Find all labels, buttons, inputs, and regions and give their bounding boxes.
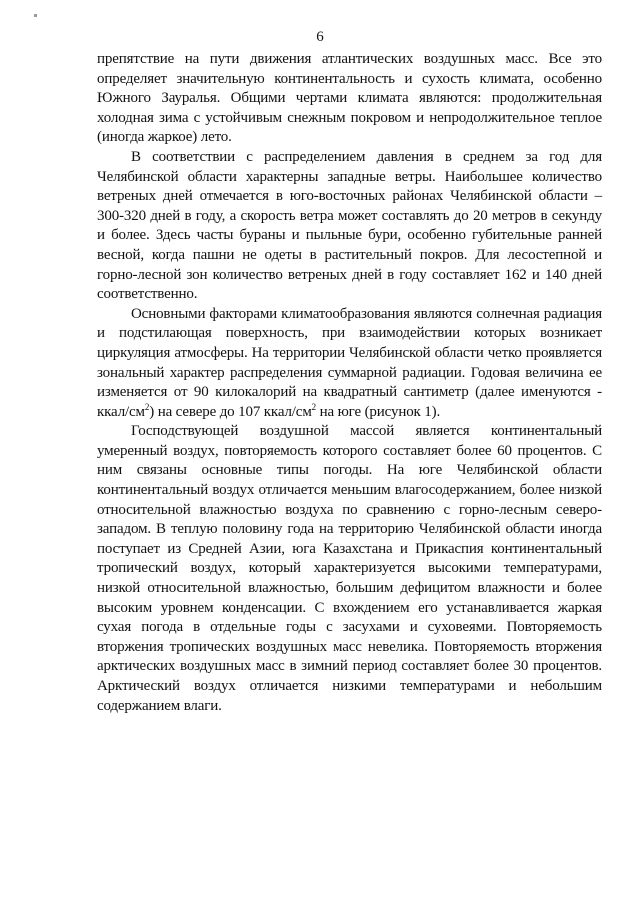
- body-text: [97, 50, 602, 716]
- page-number: 6: [316, 29, 324, 45]
- paragraph-4: Господствующей воздушной массой является континентальный умеренный воздух, повторяемость которого составляет более 60 процентов. С ним связаны основные типы погоды. На юге Челябинской области континентальный воздух отличается меньшим влагосодержанием, более низкой относительной влажностью воздуха по сравнению с горно-лесным северо-западом. В теплую половину года на территорию Челябинской области иногда поступает из Средней Азии, юга Казахстана и Прикаспия континентальный тропический воздух, который характеризуется высокими температурами, низкой относительной влажностью, большим дефицитом влажности и более высоким уровнем конденсации. С вхождением его устанавливается жаркая сухая погода в отдельные годы с засухами и суховеями. Повторяемость вторжения тропических воздушных масс невелика. Повторяемость вторжения арктических воздушных масс в зимний период составляет более 30 процентов. Арктический воздух отличается низкими температурами и небольшим содержанием влаги.: [97, 423, 602, 714]
- paragraph-2: В соответствии с распределением давления в среднем за год для Челябинской области характерны западные ветры. Наибольшее количество ветреных дней отмечается в юго-восточных районах Челябинской области – 300-320 дней в году, а скорость ветра может составлять до 20 метров в секунду и более. Здесь часты бураны и пыльные бури, особенно губительные ранней весной, когда пашни не одеты в растительный покров. Для лесостепной и горно-лесной зон количество ветреных дней в году составляет 162 и 140 дней соответственно.: [97, 148, 602, 303]
- paragraph-3: [97, 305, 602, 423]
- paragraph-1: препятствие на пути движения атлантических воздушных масс. Все это определяет значительную континентальность и сухость климата, особенно Южного Зауралья. Общими чертами климата являются: продолжительная холодная зима с устойчивым снежным покровом и непродолжительное теплое (иногда жаркое) лето.: [97, 51, 602, 146]
- paragraph-3-text-end: на юге (рисунок 1).: [316, 403, 441, 420]
- superscript-2: 2: [311, 401, 317, 412]
- scan-mark: [34, 14, 37, 17]
- paragraph-3-text-start: Основными факторами климатообразования являются солнечная радиация и подстилающая поверхность, при взаимодействии которых возникает циркуляция атмосферы. На территории Челябинской области четко проявляется зональный характер распределения суммарной радиации. Годовая величина ее изменяется от 90 килокалорий на квадратный сантиметр (далее именуются - ккал/см: [97, 305, 602, 420]
- paragraph-3-text-middle: ) на севере до 107 ккал/см: [149, 403, 312, 420]
- superscript-2: 2: [144, 401, 150, 412]
